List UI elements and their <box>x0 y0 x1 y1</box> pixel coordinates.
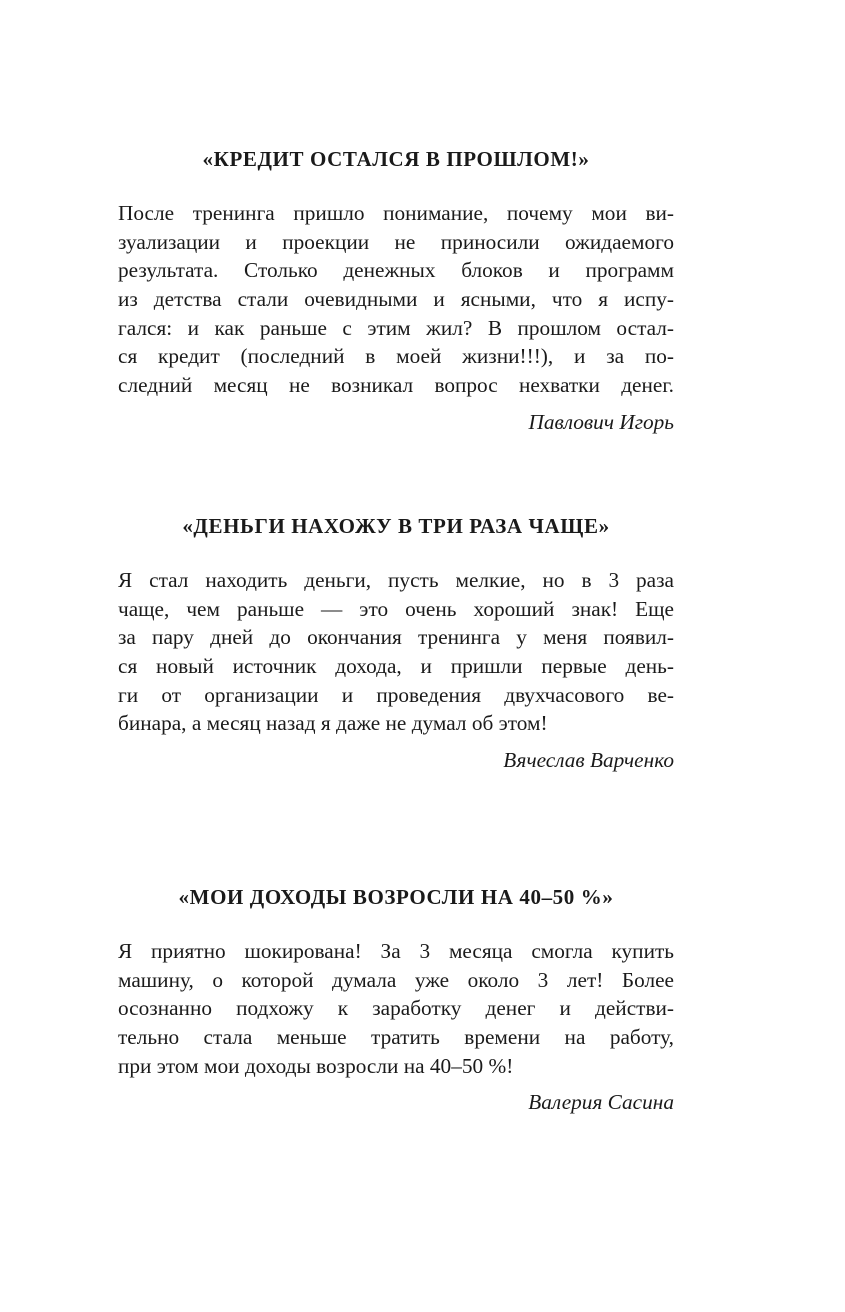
testimonial-body <box>118 199 674 400</box>
text-line: из детства стали очевидными и ясными, что я испу- <box>118 287 674 312</box>
testimonial-1 <box>118 145 674 436</box>
text-line: чаще, чем раньше — это очень хороший знак! Еще <box>118 596 674 621</box>
text-line: ся кредит (последний в моей жизни!!!), и за по- <box>118 344 674 369</box>
testimonial-title: «МОИ ДОХОДЫ ВОЗРОСЛИ НА 40–50 %» <box>178 885 614 909</box>
testimonial-title: «ДЕНЬГИ НАХОЖУ В ТРИ РАЗА ЧАЩЕ» <box>182 514 610 538</box>
testimonial-3 <box>118 883 674 1116</box>
testimonial-body <box>118 937 674 1080</box>
text-line: ся новый источник дохода, и пришли первые день- <box>118 654 674 679</box>
text-line: После тренинга пришло понимание, почему мои ви- <box>118 201 674 225</box>
text-line: гался: и как раньше с этим жил? В прошлом остал- <box>118 315 674 340</box>
text-line: машину, о которой думала уже около 3 лет! Более <box>118 967 674 992</box>
text-line: Я стал находить деньги, пусть мелкие, но в 3 раза <box>118 568 674 592</box>
text-line: следний месяц не возникал вопрос нехватки денег. <box>118 373 674 398</box>
text-line: тельно стала меньше тратить времени на работу, <box>118 1025 674 1050</box>
testimonial-2 <box>118 512 674 774</box>
testimonial-author: Валерия Сасина <box>528 1090 674 1115</box>
text-line: при этом мои доходы возросли на 40–50 %! <box>118 1053 514 1078</box>
testimonial-title: «КРЕДИТ ОСТАЛСЯ В ПРОШЛОМ!» <box>202 147 590 171</box>
text-line: осознанно подхожу к заработку денег и действи- <box>118 996 674 1021</box>
text-line: ги от организации и проведения двухчасового ве- <box>118 682 674 707</box>
testimonial-body <box>118 566 674 738</box>
testimonial-author: Павлович Игорь <box>528 409 674 434</box>
text-line: Я приятно шокирована! За 3 месяца смогла купить <box>118 939 674 963</box>
text-line: бинара, а месяц назад я даже не думал об этом! <box>118 711 548 736</box>
testimonial-author: Вячеслав Варченко <box>503 748 674 773</box>
text-line: результата. Столько денежных блоков и программ <box>118 258 674 283</box>
text-line: зуализации и проекции не приносили ожидаемого <box>118 229 674 254</box>
text-line: за пару дней до окончания тренинга у меня появил- <box>118 625 674 650</box>
